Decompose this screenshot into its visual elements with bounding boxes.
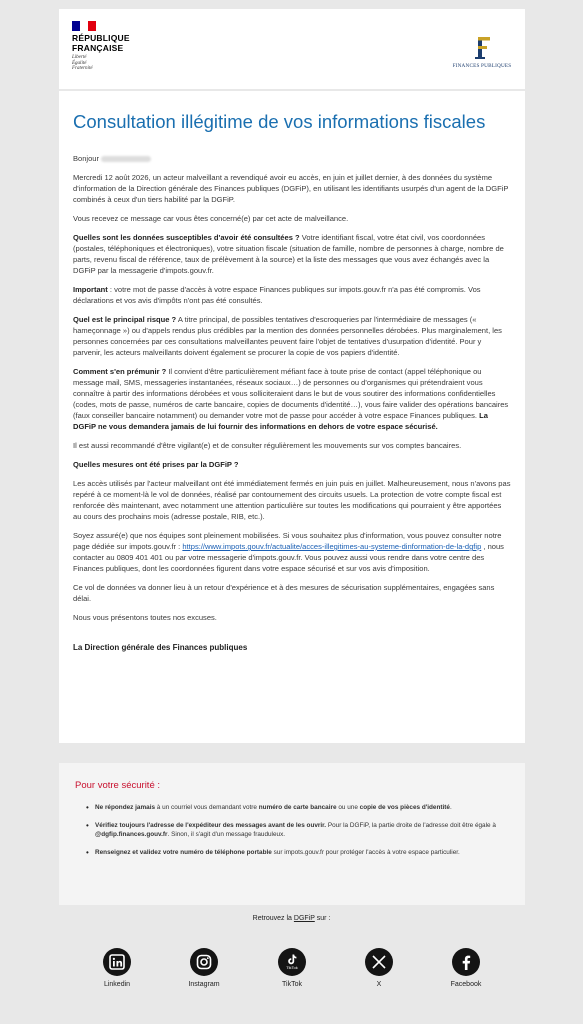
tip2-bold1: Vérifiez toujours l'adresse de l'expéditeur des messages avant de les ouvrir. [95, 822, 327, 829]
tip1-text1: à un courriel vous demandant votre [155, 804, 259, 811]
greeting-text: Bonjour [73, 154, 100, 163]
rf-title-line2: FRANÇAISE [72, 42, 124, 53]
impots-info-link[interactable]: https://www.impots.gouv.fr/actualite/acces-illegitimes-au-systeme-dinformation-de-la-dgfip [182, 542, 482, 551]
text-important: : votre mot de passe d'accès à votre espace Finances publiques sur impots.gouv.fr n'a pas été compromis. Vos déclarations et vos avis d'impôts n'ont pas été consultés. [73, 285, 481, 305]
text-protect: Il convient d'être particulièrement méfiant face à toute prise de contact (appel téléphonique ou message mail, SMS, messageries instantanées, réseaux sociaux…) de personnes ou d'organismes qui prétendraient vous connaître à partir des informations dérobées et vous solliciteraient dans le but de vous soutirer des informations confidentielles (codes, mots de passe, numéros de carte bancaire, copies de documents d'identité…), vous faire valider des opérations bancaires (faux conseiller bancaire notamment) ou demander votre mot de passe pour accéder à votre espace Finances publiques. [73, 367, 509, 420]
paragraph-contact [73, 530, 511, 574]
motto-liberte: Liberté [72, 55, 87, 60]
social-facebook[interactable] [436, 948, 496, 988]
facebook-label: Facebook [450, 981, 482, 988]
social-links [0, 948, 583, 998]
x-label: X [376, 981, 382, 988]
heading-protect: Comment s'en prémunir ? [73, 367, 167, 376]
tip1-bold3: copie de vos pièces d'identité [359, 804, 450, 811]
paragraph-feedback: Ce vol de données va donner lieu à un retour d'expérience et à des mesures de sécurisation supplémentaires, engagées sans délai. [73, 583, 495, 603]
text-data-consulted: Votre identifiant fiscal, votre état civil, vos coordonnées (postales, téléphoniques et électroniques), votre situation fiscale (situation de famille, nombre de personnes à charge, nombre de parts, revenu fiscal de référence, taux de prélèvement à la source) et la liste des messages que vous avez échangés avec la DGFiP par la messagerie d'impots.gouv.fr. [73, 233, 504, 275]
security-box [59, 763, 525, 905]
tip1-bold1: Ne répondez jamais [95, 804, 156, 811]
tip1-bold2: numéro de carte bancaire [258, 804, 337, 811]
paragraph-data-consulted [73, 232, 511, 276]
social-linkedin[interactable] [87, 948, 147, 988]
finances-publiques-icon [471, 35, 493, 61]
paragraph-1: Mercredi 12 août 2026, un acteur malveillant a revendiqué avoir eu accès, en juin et juillet dernier, à des données du système d'information de la Direction générale des Finances publiques (DGFiP), en utilisant les identifiants usurpés d'un agent de la DGFiP combinés à ceux d'un tiers habilité par la DGFiP. [73, 173, 509, 204]
rf-motto [72, 55, 152, 72]
linkedin-label: Linkedin [103, 981, 131, 988]
page-title: Consultation illégitime de vos informations fiscales [73, 111, 486, 132]
paragraph-protect [73, 366, 511, 432]
tip2-text1: Pour la DGFiP, la partie droite de l'adresse doit être égale à [326, 822, 496, 829]
heading-data-consulted: Quelles sont les données susceptibles d'avoir été consultées ? [73, 233, 300, 242]
security-tip-1 [95, 803, 509, 812]
tip1-text3: . [449, 804, 452, 811]
tip2-text2: . Sinon, il s'agit d'un message frauduleux. [167, 831, 286, 838]
text-protect-bold: La DGFiP ne vous demandera jamais de lui fournir des informations en dehors de votre espace sécurisé. [73, 411, 488, 431]
follow-suffix: sur : [314, 915, 331, 922]
motto-fraternite: Fraternité [72, 66, 93, 71]
paragraph-2: Vous recevez ce message car vous êtes concerné(e) par cet acte de malveillance. [73, 214, 349, 223]
rf-title-line1: RÉPUBLIQUE [72, 33, 130, 43]
tiktok-icon[interactable] [278, 948, 306, 976]
paragraph-measures-heading [73, 459, 511, 470]
email-header [59, 9, 525, 89]
signature: La Direction générale des Finances publiques [73, 643, 248, 652]
tiktok-label: TikTok [282, 981, 302, 988]
text-contact-a: Soyez assuré(e) que nos équipes sont pleinement mobilisées. Si vous souhaitez plus d'information, vous pouvez consulter notre page dédiée sur impots.gouv.fr : [73, 531, 502, 551]
fp-name: FINANCES PUBLIQUES [452, 63, 512, 69]
text-risk: A titre principal, de possibles tentatives d'escroqueries par l'intermédiaire de messages (« hameçonnage ») ou d'appels rendus plus crédibles par la mention des données personnelles dérobées. Plus marginalement, les personnes concernées par ces consultations malveillantes peuvent faire l'objet de tentatives d'usurpation d'identité. Pour y parvenir, les acteurs malveillants doivent également se procurer la copie de vos papiers d'identité. [73, 315, 502, 357]
security-tip-2 [95, 821, 509, 839]
tip3-text1: sur impots.gouv.fr pour protéger l'accès à votre espace particulier. [271, 849, 460, 856]
facebook-icon[interactable] [452, 948, 480, 976]
security-title: Pour votre sécurité : [75, 780, 161, 791]
paragraph-measures: Les accès utilisés par l'acteur malveillant ont été immédiatement fermés en juin puis en juillet. Malheureusement, nous n'avons pas repéré à ce moment-là le vol de données, réalisé par contournement des circuits usuels. La protection de votre compte fiscal est renforcée dès maintenant, avec notamment une attention particulière sur toutes les modifications qui pourraient y être apportées au cours des prochains mois (adresse postale, RIB, etc.). [73, 479, 511, 521]
x-icon[interactable] [365, 948, 393, 976]
redacted-name [101, 156, 151, 162]
paragraph-risk [73, 314, 511, 358]
paragraph-important [73, 284, 511, 306]
tip2-bold2: @dgfip.finances.gouv.fr [95, 831, 168, 838]
heading-measures: Quelles mesures ont été prises par la DGFiP ? [73, 460, 239, 469]
tiktok-sub-label: TikTok [286, 965, 298, 970]
follow-prefix: Retrouvez la [252, 915, 294, 922]
republique-francaise-logo [72, 21, 152, 89]
tip3-bold1: Renseignez et validez votre numéro de téléphone portable [95, 849, 272, 856]
dgfip-link[interactable]: DGFiP [293, 915, 315, 922]
french-flag-icon [72, 21, 96, 31]
social-tiktok[interactable] [262, 948, 322, 988]
follow-us [0, 915, 583, 922]
paragraph-vigilance: Il est aussi recommandé d'être vigilant(e) et de consulter régulièrement les mouvements sur vos comptes bancaires. [73, 441, 462, 450]
social-instagram[interactable] [174, 948, 234, 988]
text-contact-b: , nous contacter au 0809 401 401 ou par votre messagerie d'impots.gouv.fr. Vous pouvez aussi vous rendre dans votre centre des Finances publiques, dont les coordonnées figurent dans votre espace sécurisé et sur vos avis d'imposition. [73, 542, 504, 573]
instagram-icon[interactable] [190, 948, 218, 976]
social-x[interactable] [349, 948, 409, 988]
greeting [73, 153, 511, 164]
email-body [59, 91, 525, 743]
linkedin-icon[interactable] [103, 948, 131, 976]
security-tip-3 [95, 848, 509, 857]
paragraph-apology: Nous vous présentons toutes nos excuses. [73, 613, 217, 622]
heading-risk: Quel est le principal risque ? [73, 315, 177, 324]
tip1-text2: ou une [336, 804, 360, 811]
heading-important: Important [73, 285, 108, 294]
finances-publiques-logo [452, 35, 512, 89]
instagram-label: Instagram [188, 981, 220, 988]
motto-egalite: Égalité [72, 60, 87, 66]
security-tips-list [75, 803, 509, 857]
